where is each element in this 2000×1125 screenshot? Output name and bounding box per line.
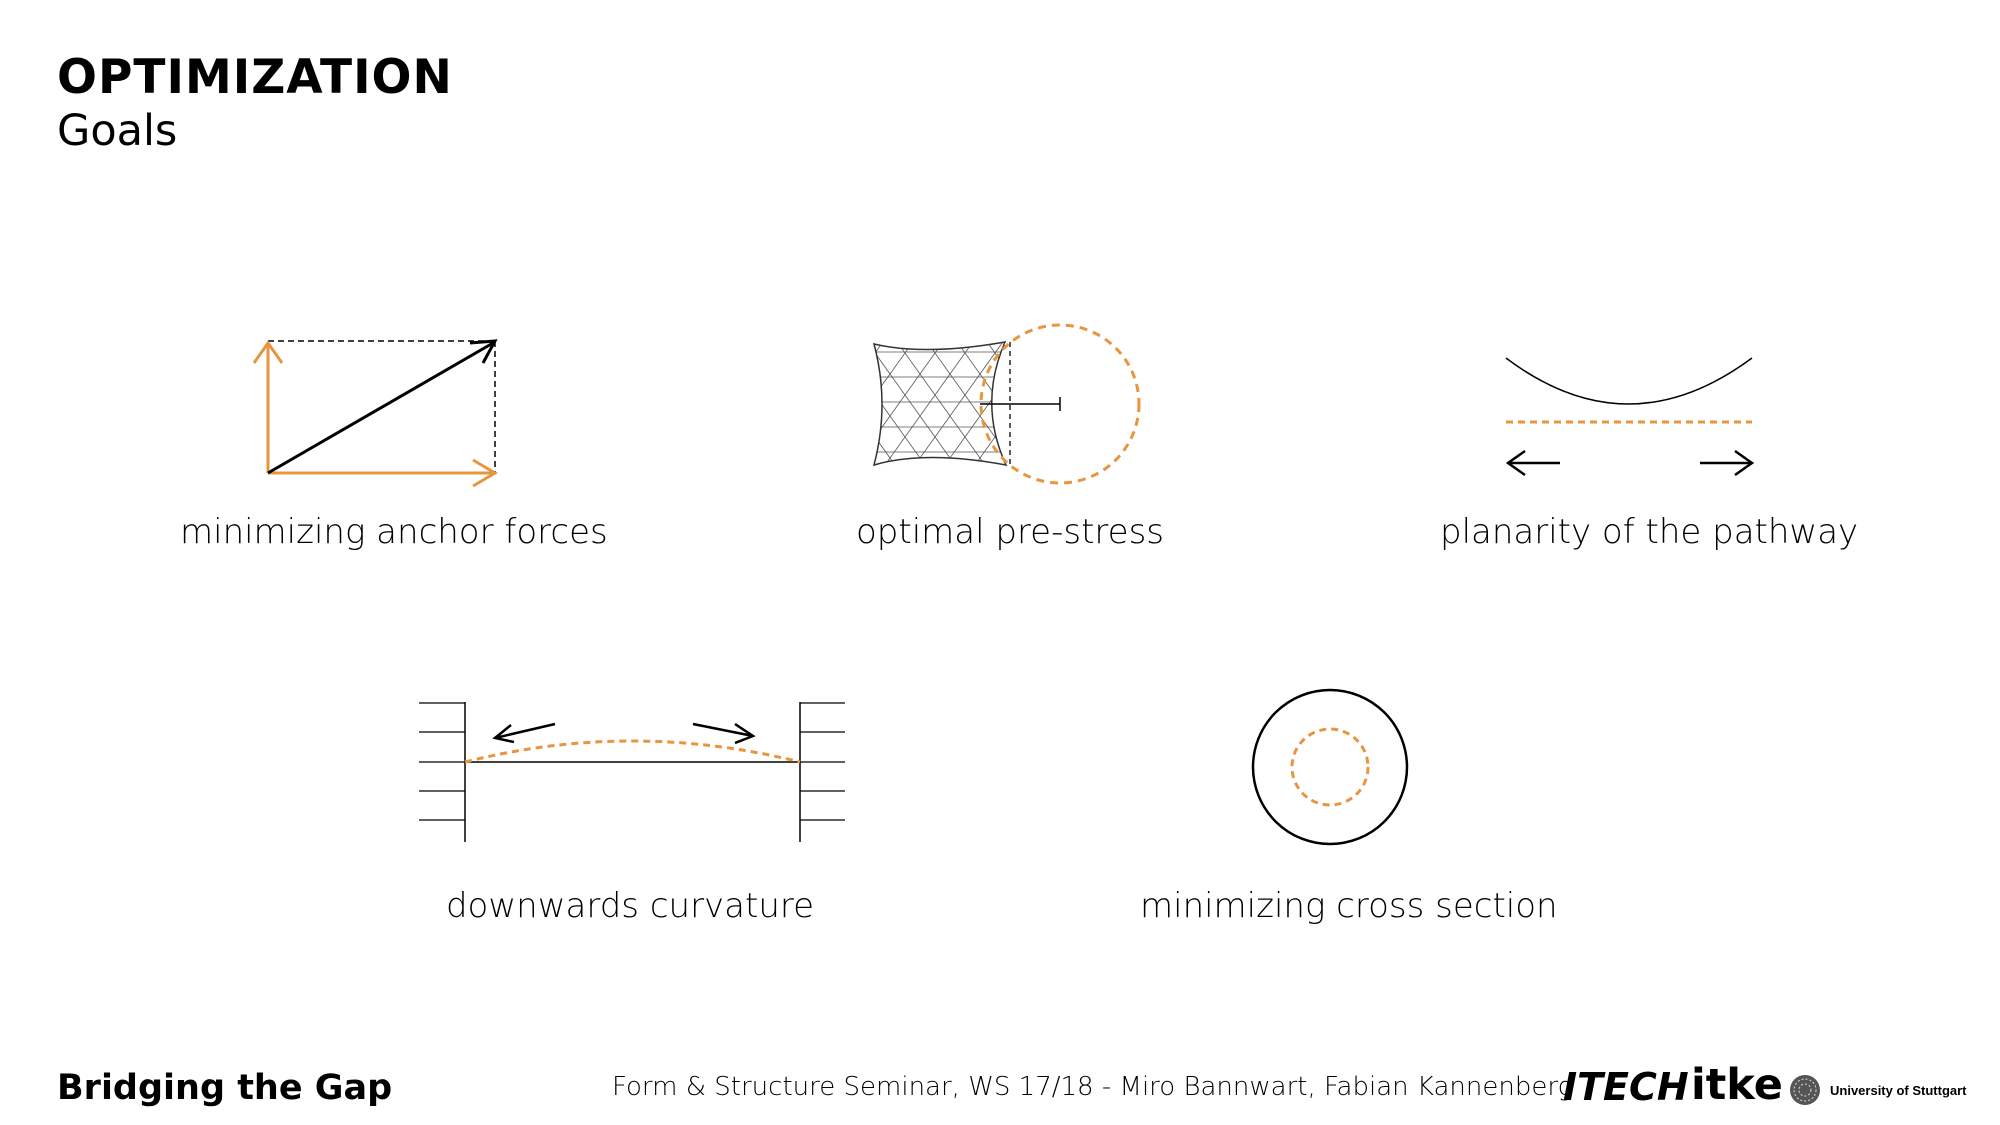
footer-credits: Form & Structure Seminar, WS 17/18 - Miro Bannwart, Fabian Kannenberg xyxy=(612,1072,1574,1102)
university-name: University of Stuttgart xyxy=(1830,1082,1967,1098)
goal-label-planarity: planarity of the pathway xyxy=(1440,512,1859,552)
concentric-circles-diagram-icon xyxy=(1250,685,1410,850)
goal-label-pre-stress: optimal pre-stress xyxy=(856,512,1164,552)
beam-curvature-diagram-icon xyxy=(415,700,850,845)
goal-label-cross-section: minimizing cross section xyxy=(1140,886,1558,926)
force-vector-diagram-icon xyxy=(250,335,510,495)
goal-label-curvature: downwards curvature xyxy=(445,886,815,926)
university-seal-icon xyxy=(1788,1073,1822,1107)
itke-logo: itke xyxy=(1691,1060,1783,1110)
mesh-circle-diagram-icon xyxy=(870,322,1145,487)
university-logo xyxy=(1788,1073,1967,1107)
page-subtitle: Goals xyxy=(57,106,178,156)
itech-logo: ITECH xyxy=(1563,1065,1689,1109)
page-title: OPTIMIZATION xyxy=(57,50,453,105)
project-title: Bridging the Gap xyxy=(57,1068,393,1108)
curve-flatten-diagram-icon xyxy=(1500,350,1770,485)
goal-label-anchor-forces: minimizing anchor forces xyxy=(180,512,608,552)
